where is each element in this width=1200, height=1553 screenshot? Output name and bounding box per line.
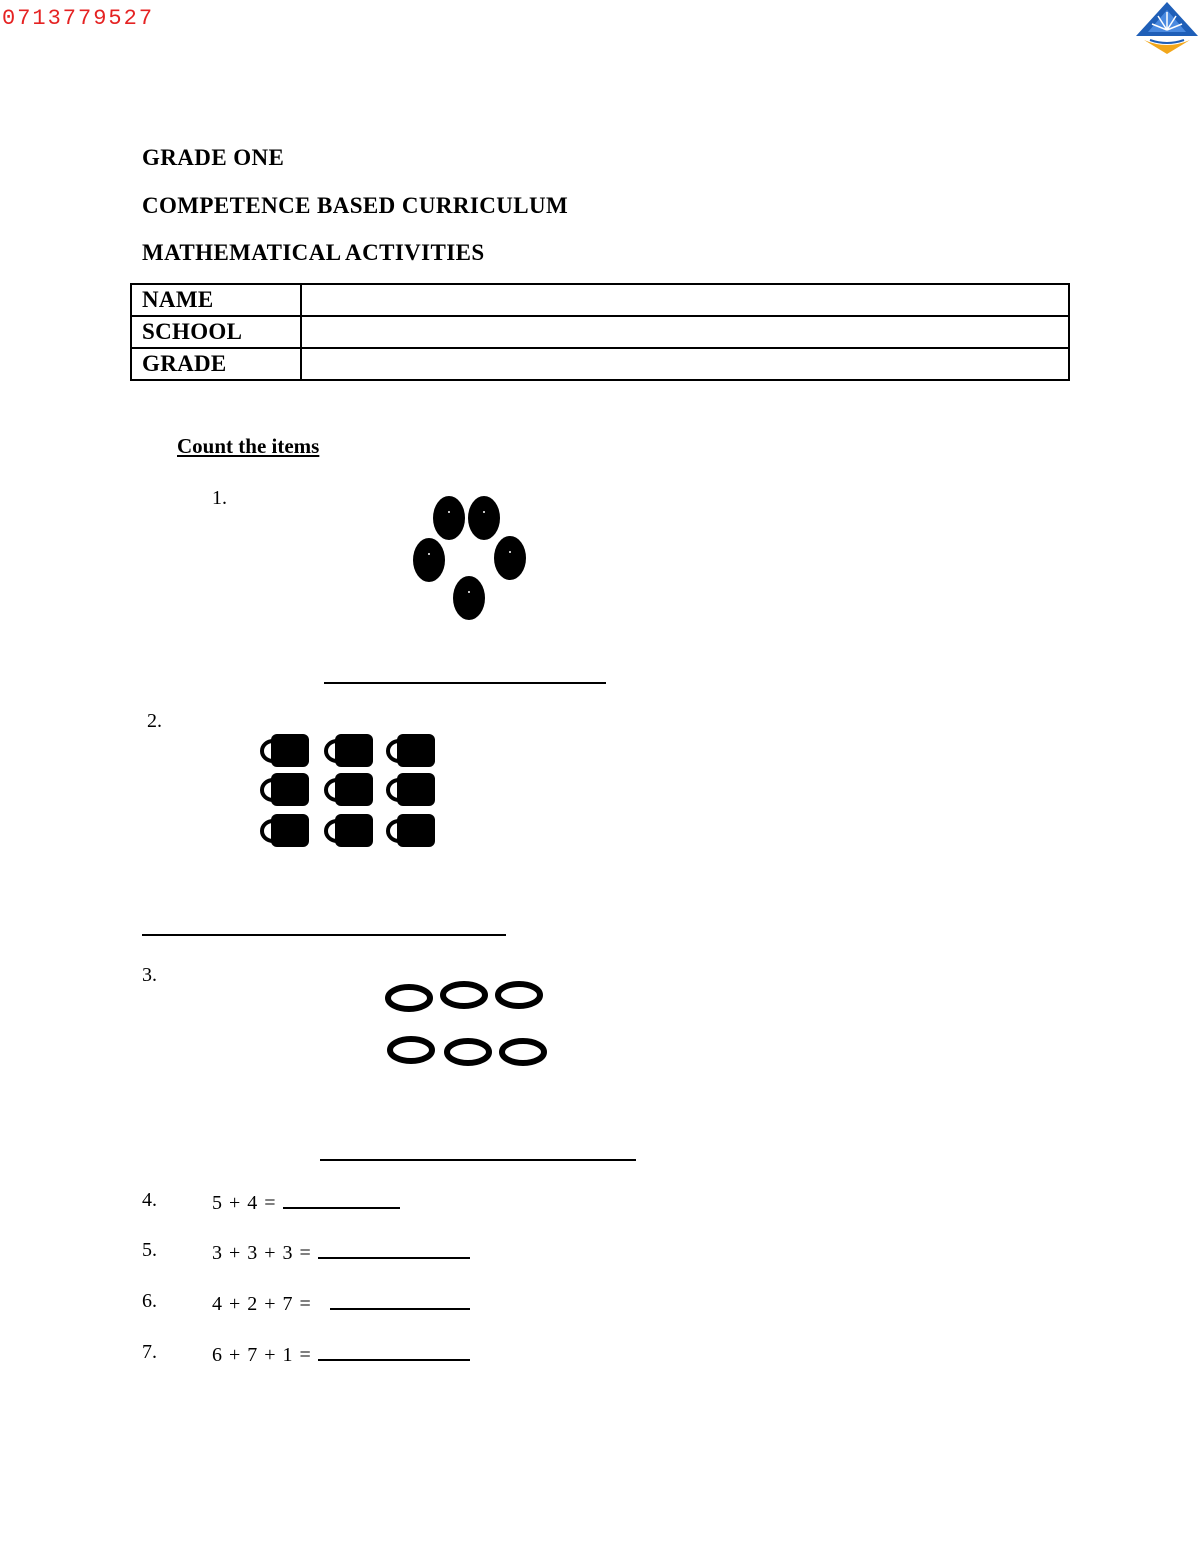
egg-icon bbox=[468, 496, 500, 540]
ring-icon bbox=[498, 984, 540, 1006]
question-7-equation bbox=[212, 1341, 470, 1367]
curriculum-heading: COMPETENCE BASED CURRICULUM bbox=[142, 193, 569, 218]
answer-blank-4[interactable] bbox=[283, 1189, 400, 1209]
mug-icon bbox=[326, 773, 373, 806]
mug-icon bbox=[326, 734, 373, 767]
question-4-equation bbox=[212, 1189, 400, 1215]
answer-line-3[interactable] bbox=[320, 1159, 636, 1161]
name-field[interactable] bbox=[301, 284, 1069, 316]
name-label: NAME bbox=[131, 284, 301, 316]
mug-icon bbox=[388, 773, 435, 806]
egg-icon bbox=[413, 538, 445, 582]
school-label: SCHOOL bbox=[131, 316, 301, 348]
answer-blank-6[interactable] bbox=[330, 1290, 470, 1310]
ring-icon bbox=[443, 984, 485, 1006]
ring-icon bbox=[447, 1041, 489, 1063]
triangle-logo-icon bbox=[1134, 0, 1200, 56]
mug-icon bbox=[388, 734, 435, 767]
grade-label: GRADE bbox=[131, 348, 301, 380]
egg-icon bbox=[453, 576, 485, 620]
ring-icon bbox=[390, 1039, 432, 1061]
mugs-picture bbox=[255, 732, 445, 852]
question-5-expression: 3 + 3 + 3 = bbox=[212, 1242, 312, 1264]
question-6-equation bbox=[212, 1290, 470, 1316]
question-7-expression: 6 + 7 + 1 = bbox=[212, 1344, 312, 1366]
question-4-number: 4. bbox=[142, 1189, 157, 1211]
grade-heading: GRADE ONE bbox=[142, 145, 285, 170]
question-3-number: 3. bbox=[142, 964, 157, 986]
question-6-number: 6. bbox=[142, 1290, 157, 1312]
ring-icon bbox=[502, 1041, 544, 1063]
answer-blank-7[interactable] bbox=[318, 1341, 470, 1361]
school-field[interactable] bbox=[301, 316, 1069, 348]
answer-line-2[interactable] bbox=[142, 934, 506, 936]
egg-icon bbox=[433, 496, 465, 540]
question-6-expression: 4 + 2 + 7 = bbox=[212, 1293, 312, 1315]
question-7-number: 7. bbox=[142, 1341, 157, 1363]
grade-row bbox=[131, 348, 1069, 380]
grade-field[interactable] bbox=[301, 348, 1069, 380]
rings-picture bbox=[383, 978, 553, 1070]
name-row bbox=[131, 284, 1069, 316]
question-5-number: 5. bbox=[142, 1239, 157, 1261]
answer-line-1[interactable] bbox=[324, 682, 606, 684]
question-2-number: 2. bbox=[147, 710, 162, 732]
student-info-table bbox=[130, 283, 1070, 381]
question-4-expression: 5 + 4 = bbox=[212, 1192, 277, 1214]
egg-icon bbox=[494, 536, 526, 580]
mug-icon bbox=[326, 814, 373, 847]
phone-number: 0713779527 bbox=[2, 6, 155, 31]
mug-icon bbox=[262, 773, 309, 806]
mug-icon bbox=[262, 734, 309, 767]
question-5-equation bbox=[212, 1239, 470, 1265]
subject-heading: MATHEMATICAL ACTIVITIES bbox=[142, 240, 485, 265]
mug-icon bbox=[262, 814, 309, 847]
school-row bbox=[131, 316, 1069, 348]
question-1-number: 1. bbox=[212, 487, 227, 509]
ring-icon bbox=[388, 987, 430, 1009]
answer-blank-5[interactable] bbox=[318, 1239, 470, 1259]
mug-icon bbox=[388, 814, 435, 847]
section-instruction: Count the items bbox=[177, 434, 320, 458]
eggs-picture bbox=[405, 490, 535, 625]
